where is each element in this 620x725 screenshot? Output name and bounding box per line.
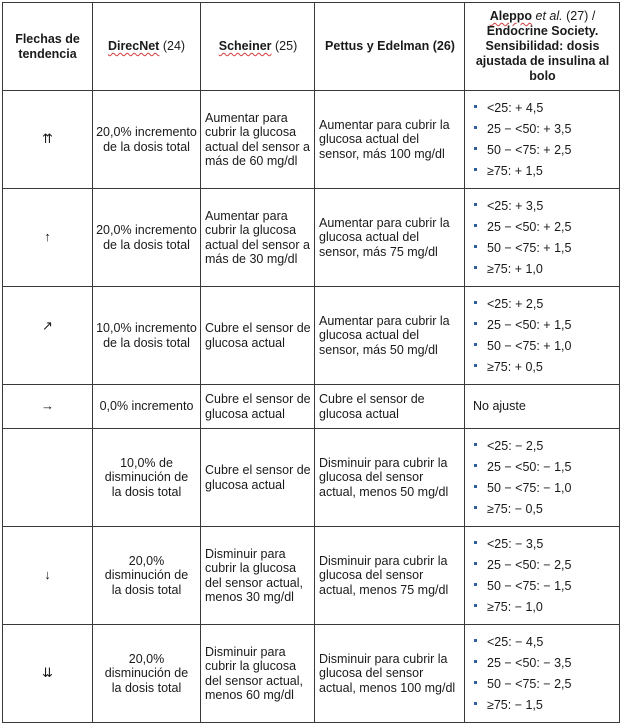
table-row [3, 429, 620, 527]
header-direcnet-name: DirecNet [107, 39, 160, 53]
list-item: 50 − <75: − 2,5 [473, 674, 616, 695]
list-item: <25: − 3,5 [473, 534, 616, 555]
list-item: 50 − <75: + 1,5 [473, 238, 616, 259]
direcnet-cell: 10,0% incremento de la dosis total [93, 287, 201, 385]
aleppo-cell [465, 527, 620, 625]
list-item: <25: + 4,5 [473, 98, 616, 119]
adjustment-list [473, 632, 616, 716]
aleppo-cell [465, 625, 620, 723]
adjustment-list [473, 534, 616, 618]
aleppo-cell [465, 91, 620, 189]
direcnet-cell: 0,0% incremento [93, 385, 201, 429]
header-direcnet-ref: (24) [159, 39, 186, 53]
header-aleppo-line [469, 9, 616, 24]
table-row [3, 527, 620, 625]
list-item: ≥75: − 1,0 [473, 597, 616, 618]
header-scheiner-ref: (25) [271, 39, 298, 53]
list-item: 25 − <50: − 2,5 [473, 555, 616, 576]
header-pettus-edelman: Pettus y Edelman (26) [315, 3, 465, 91]
table-row [3, 189, 620, 287]
list-item: 50 − <75: − 1,5 [473, 576, 616, 597]
list-item: ≥75: + 1,0 [473, 259, 616, 280]
direcnet-cell: 20,0% incremento de la dosis total [93, 189, 201, 287]
aleppo-cell [465, 429, 620, 527]
adjustment-list [473, 196, 616, 280]
header-endocrine-society: Endocrine Society. [486, 24, 599, 38]
scheiner-cell: Aumentar para cubrir la glucosa actual del sensor a más de 30 mg/dl [201, 189, 315, 287]
direcnet-cell: 20,0% disminución de la dosis total [93, 625, 201, 723]
pettus-cell: Disminuir para cubrir la glucosa del sensor actual, menos 75 mg/dl [315, 527, 465, 625]
header-trend-arrows: Flechas de tendencia [3, 3, 93, 91]
trend-arrow-double-up-icon: ⇈ [3, 91, 93, 189]
scheiner-cell: Aumentar para cubrir la glucosa actual del sensor a más de 60 mg/dl [201, 91, 315, 189]
list-item: <25: − 4,5 [473, 632, 616, 653]
list-item: 50 − <75: + 2,5 [473, 140, 616, 161]
table-row [3, 625, 620, 723]
header-sensitivity-description: Sensibilidad: dosis ajustada de insulina al bolo [475, 39, 610, 83]
trend-arrow-diagonal-up-icon: ↗ [3, 287, 93, 385]
list-item: 25 − <50: − 1,5 [473, 457, 616, 478]
adjustment-list [473, 294, 616, 378]
pettus-cell: Disminuir para cubrir la glucosa del sensor actual, menos 100 mg/dl [315, 625, 465, 723]
list-item: <25: − 2,5 [473, 436, 616, 457]
header-row [3, 3, 620, 91]
trend-arrow-down-icon: ↓ [3, 527, 93, 625]
pettus-cell: Cubre el sensor de glucosa actual [315, 385, 465, 429]
list-item: ≥75: − 0,5 [473, 499, 616, 520]
adjustment-list [473, 436, 616, 520]
list-item: 50 − <75: + 1,0 [473, 336, 616, 357]
pettus-cell: Aumentar para cubrir la glucosa actual del sensor, más 75 mg/dl [315, 189, 465, 287]
list-item: ≥75: + 0,5 [473, 357, 616, 378]
aleppo-cell [465, 189, 620, 287]
trend-arrow-up-icon: ↑ [3, 189, 93, 287]
aleppo-cell-no-adjust: No ajuste [465, 385, 620, 429]
scheiner-cell: Cubre el sensor de glucosa actual [201, 287, 315, 385]
scheiner-cell: Disminuir para cubrir la glucosa del sensor actual, menos 30 mg/dl [201, 527, 315, 625]
header-scheiner [201, 3, 315, 91]
header-aleppo-etal: et al. [532, 9, 563, 23]
trend-arrow-diagonal-down-cell [3, 429, 93, 527]
trend-arrow-dosing-table [2, 2, 620, 723]
trend-arrow-flat-icon: → [3, 385, 93, 429]
trend-arrow-double-down-icon: ⇊ [3, 625, 93, 723]
list-item: ≥75: + 1,5 [473, 161, 616, 182]
pettus-cell: Disminuir para cubrir la glucosa del sensor actual, menos 50 mg/dl [315, 429, 465, 527]
direcnet-cell: 10,0% de disminución de la dosis total [93, 429, 201, 527]
header-scheiner-name: Scheiner [218, 39, 272, 53]
scheiner-cell: Disminuir para cubrir la glucosa del sensor actual, menos 60 mg/dl [201, 625, 315, 723]
list-item: <25: + 3,5 [473, 196, 616, 217]
header-direcnet [93, 3, 201, 91]
pettus-cell: Aumentar para cubrir la glucosa actual del sensor, más 100 mg/dl [315, 91, 465, 189]
table-row [3, 287, 620, 385]
table-row [3, 91, 620, 189]
list-item: 50 − <75: − 1,0 [473, 478, 616, 499]
list-item: <25: + 2,5 [473, 294, 616, 315]
header-aleppo-endocrine [465, 3, 620, 91]
list-item: 25 − <50: − 3,5 [473, 653, 616, 674]
direcnet-cell: 20,0% incremento de la dosis total [93, 91, 201, 189]
adjustment-list [473, 98, 616, 182]
header-aleppo-name: Aleppo [489, 9, 533, 23]
direcnet-cell: 20,0% disminución de la dosis total [93, 527, 201, 625]
list-item: 25 − <50: + 3,5 [473, 119, 616, 140]
scheiner-cell: Cubre el sensor de glucosa actual [201, 429, 315, 527]
header-aleppo-ref: (27) / [562, 9, 596, 23]
list-item: ≥75: − 1,5 [473, 695, 616, 716]
aleppo-cell [465, 287, 620, 385]
table-row [3, 385, 620, 429]
list-item: 25 − <50: + 1,5 [473, 315, 616, 336]
scheiner-cell: Cubre el sensor de glucosa actual [201, 385, 315, 429]
list-item: 25 − <50: + 2,5 [473, 217, 616, 238]
pettus-cell: Aumentar para cubrir la glucosa actual del sensor, más 50 mg/dl [315, 287, 465, 385]
